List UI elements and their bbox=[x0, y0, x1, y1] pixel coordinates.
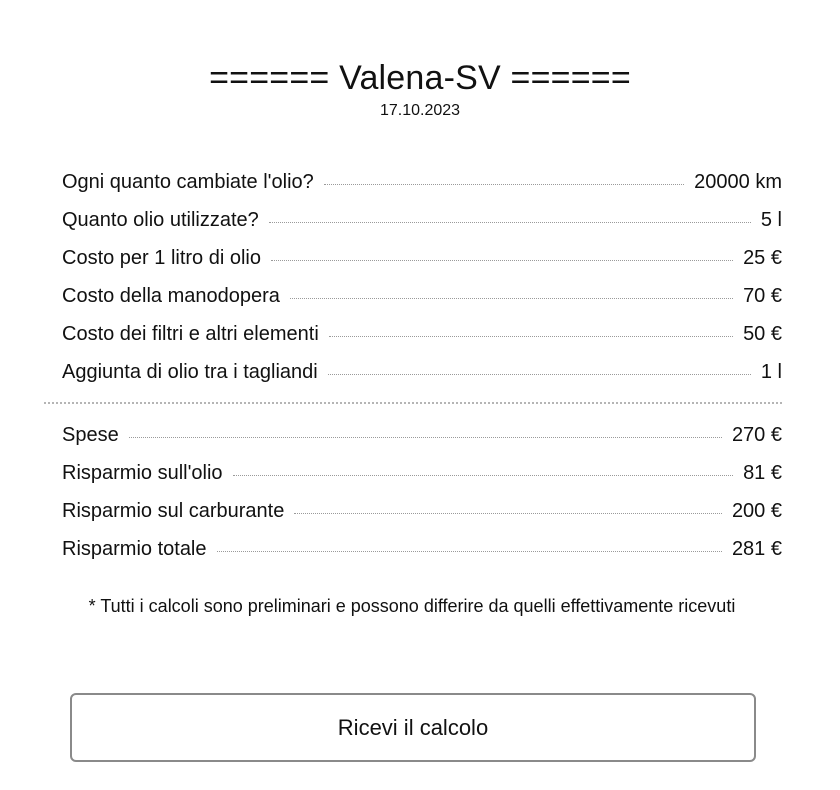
disclaimer-note: * Tutti i calcoli sono preliminari e possono differire da quelli effettivamente ricevuti bbox=[88, 596, 736, 616]
row-label: Risparmio sul carburante bbox=[62, 500, 285, 522]
row-value: 20000 km bbox=[694, 171, 782, 193]
dot-leader bbox=[269, 222, 751, 223]
row-label: Costo della manodopera bbox=[62, 285, 280, 307]
dot-leader bbox=[324, 184, 684, 185]
row-labor-cost bbox=[62, 281, 782, 319]
results-summary bbox=[62, 420, 782, 572]
row-label: Aggiunta di olio tra i tagliandi bbox=[62, 361, 318, 383]
row-oil-topup bbox=[62, 357, 782, 395]
row-value: 81 € bbox=[743, 462, 782, 484]
row-expenses bbox=[62, 420, 782, 458]
row-label: Ogni quanto cambiate l'olio? bbox=[62, 171, 314, 193]
row-label: Costo dei filtri e altri elementi bbox=[62, 323, 319, 345]
row-label: Risparmio sull'olio bbox=[62, 462, 223, 484]
row-label: Costo per 1 litro di olio bbox=[62, 247, 261, 269]
dot-leader bbox=[271, 260, 733, 261]
row-value: 5 l bbox=[760, 209, 782, 231]
section-divider bbox=[44, 402, 782, 404]
dot-leader bbox=[329, 336, 733, 337]
dot-leader bbox=[233, 475, 734, 476]
get-calculation-button[interactable]: Ricevi il calcolo bbox=[70, 693, 756, 762]
row-oil-savings bbox=[62, 458, 782, 496]
row-value: 1 l bbox=[760, 361, 782, 383]
row-value: 70 € bbox=[743, 285, 782, 307]
dot-leader bbox=[290, 298, 733, 299]
dot-leader bbox=[294, 513, 722, 514]
dot-leader bbox=[328, 374, 751, 375]
row-oil-quantity bbox=[62, 205, 782, 243]
row-value: 50 € bbox=[743, 323, 782, 345]
row-value: 200 € bbox=[731, 500, 782, 522]
row-value: 270 € bbox=[731, 424, 782, 446]
row-total-savings bbox=[62, 534, 782, 572]
row-oil-price-per-liter bbox=[62, 243, 782, 281]
input-summary bbox=[62, 167, 782, 395]
row-value: 281 € bbox=[731, 538, 782, 560]
row-label: Spese bbox=[62, 424, 119, 446]
receipt-date: 17.10.2023 bbox=[379, 102, 461, 119]
row-label: Quanto olio utilizzate? bbox=[62, 209, 259, 231]
row-oil-change-interval bbox=[62, 167, 782, 205]
row-fuel-savings bbox=[62, 496, 782, 534]
dot-leader bbox=[129, 437, 722, 438]
row-filters-cost bbox=[62, 319, 782, 357]
row-value: 25 € bbox=[743, 247, 782, 269]
row-label: Risparmio totale bbox=[62, 538, 207, 560]
dot-leader bbox=[217, 551, 722, 552]
page-title: ====== Valena-SV ====== bbox=[209, 59, 631, 97]
